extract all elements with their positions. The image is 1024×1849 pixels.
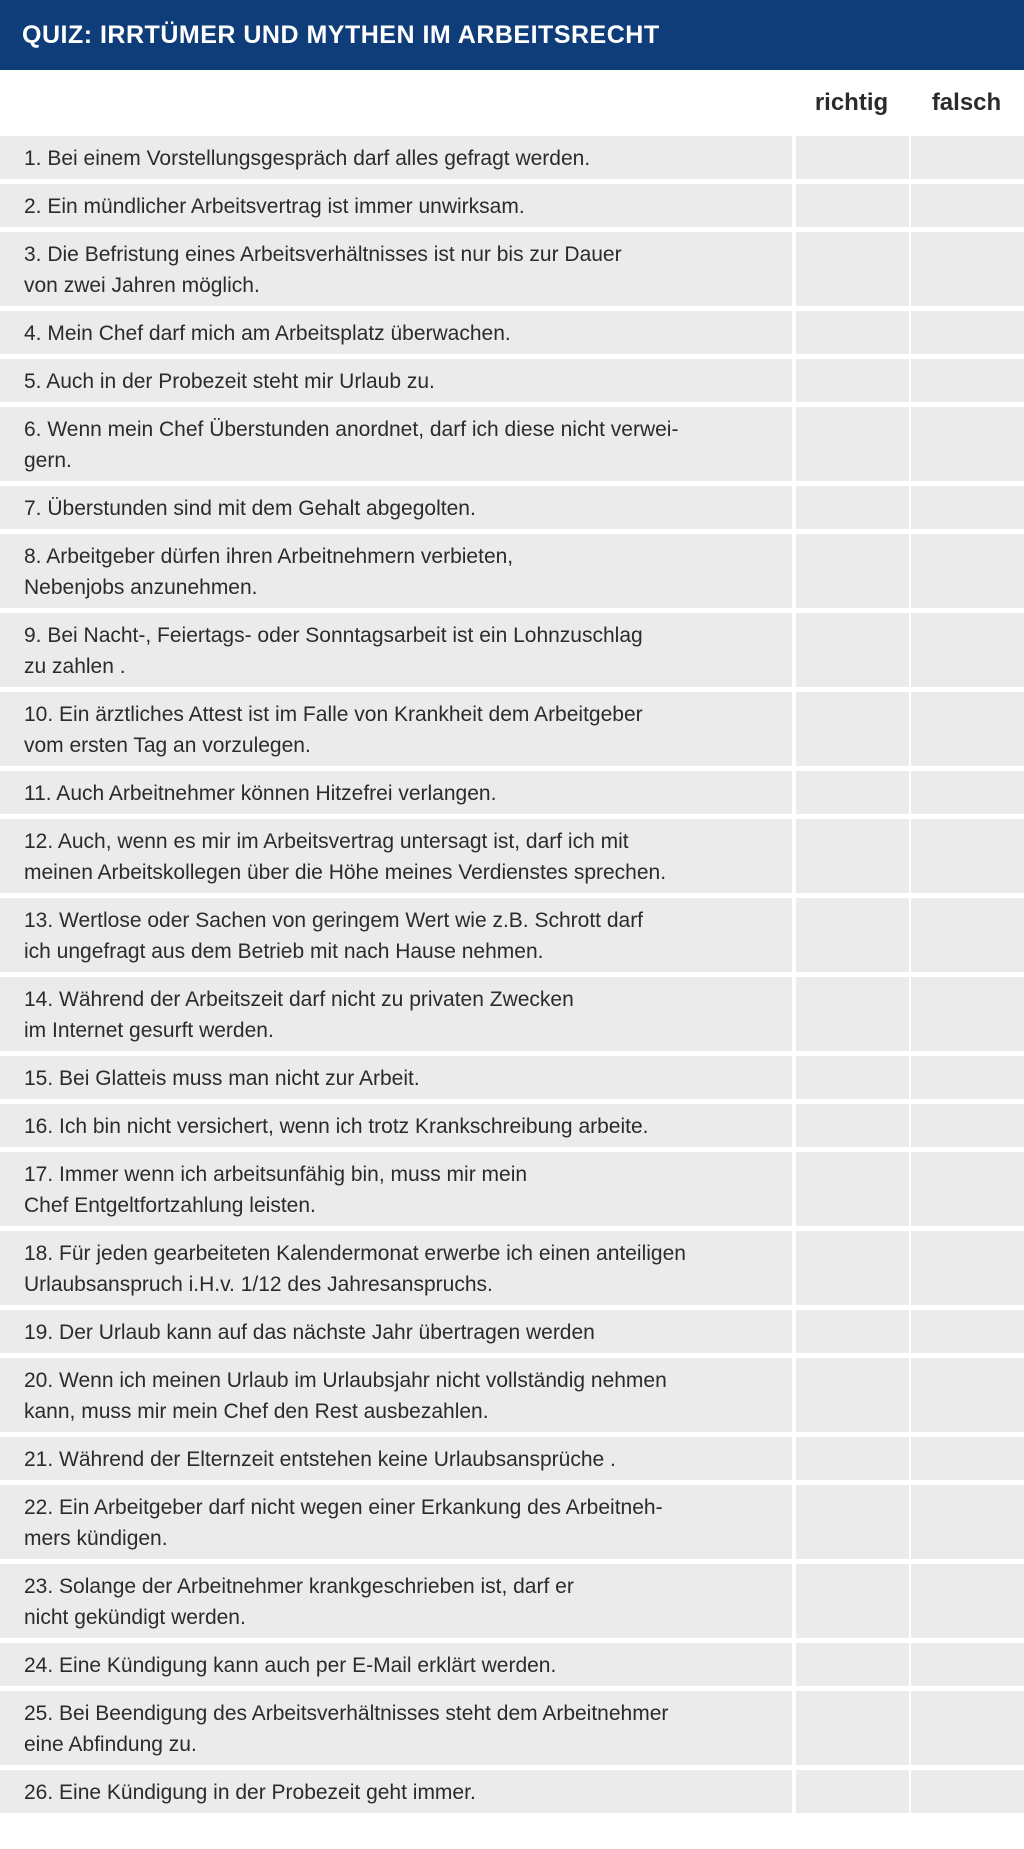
question-text: 24. Eine Kündigung kann auch per E-Mail erklärt werden.	[0, 1643, 794, 1686]
answer-cell-richtig[interactable]	[794, 311, 909, 354]
answer-cell-falsch[interactable]	[909, 311, 1024, 354]
answer-cell-falsch[interactable]	[909, 1310, 1024, 1353]
answer-cell-falsch[interactable]	[909, 613, 1024, 687]
question-text: 6. Wenn mein Chef Überstunden anordnet, darf ich diese nicht verwei- gern.	[0, 407, 794, 481]
answer-cell-richtig[interactable]	[794, 613, 909, 687]
answer-cell-falsch[interactable]	[909, 1056, 1024, 1099]
question-list	[0, 136, 1024, 1818]
page-title: QUIZ: IRRTÜMER UND MYTHEN IM ARBEITSRECHT	[22, 20, 660, 49]
answer-cell-falsch[interactable]	[909, 898, 1024, 972]
question-row	[0, 486, 1024, 529]
answer-cell-falsch[interactable]	[909, 692, 1024, 766]
question-text: 1. Bei einem Vorstellungsgespräch darf alles gefragt werden.	[0, 136, 794, 179]
answer-cell-richtig[interactable]	[794, 819, 909, 893]
answer-cell-falsch[interactable]	[909, 771, 1024, 814]
answer-cell-richtig[interactable]	[794, 1310, 909, 1353]
question-row	[0, 232, 1024, 306]
question-row	[0, 1152, 1024, 1226]
question-text: 20. Wenn ich meinen Urlaub im Urlaubsjahr nicht vollständig nehmen kann, muss mir mein Chef den Rest ausbezahlen.	[0, 1358, 794, 1432]
question-row	[0, 1056, 1024, 1099]
question-text: 10. Ein ärztliches Attest ist im Falle von Krankheit dem Arbeitgeber vom ersten Tag an vorzulegen.	[0, 692, 794, 766]
question-text: 4. Mein Chef darf mich am Arbeitsplatz überwachen.	[0, 311, 794, 354]
question-text: 7. Überstunden sind mit dem Gehalt abgegolten.	[0, 486, 794, 529]
question-row	[0, 359, 1024, 402]
answer-cell-richtig[interactable]	[794, 184, 909, 227]
answer-cell-richtig[interactable]	[794, 1437, 909, 1480]
answer-cell-richtig[interactable]	[794, 1564, 909, 1638]
answer-cell-falsch[interactable]	[909, 977, 1024, 1051]
answer-cell-falsch[interactable]	[909, 1231, 1024, 1305]
question-row	[0, 898, 1024, 972]
question-row	[0, 1358, 1024, 1432]
question-text: 21. Während der Elternzeit entstehen keine Urlaubsansprüche .	[0, 1437, 794, 1480]
question-text: 14. Während der Arbeitszeit darf nicht zu privaten Zwecken im Internet gesurft werden.	[0, 977, 794, 1051]
answer-cell-richtig[interactable]	[794, 232, 909, 306]
answer-cell-richtig[interactable]	[794, 977, 909, 1051]
question-text: 3. Die Befristung eines Arbeitsverhältnisses ist nur bis zur Dauer von zwei Jahren möglich.	[0, 232, 794, 306]
question-text: 12. Auch, wenn es mir im Arbeitsvertrag untersagt ist, darf ich mit meinen Arbeitskollegen über die Höhe meines Verdienstes sprechen.	[0, 819, 794, 893]
answer-cell-falsch[interactable]	[909, 232, 1024, 306]
answer-cell-richtig[interactable]	[794, 486, 909, 529]
question-row	[0, 1104, 1024, 1147]
question-text: 16. Ich bin nicht versichert, wenn ich trotz Krankschreibung arbeite.	[0, 1104, 794, 1147]
column-header-richtig: richtig	[814, 89, 889, 116]
answer-cell-richtig[interactable]	[794, 771, 909, 814]
answer-cell-richtig[interactable]	[794, 1231, 909, 1305]
answer-cell-richtig[interactable]	[794, 1152, 909, 1226]
answer-cell-falsch[interactable]	[909, 359, 1024, 402]
answer-cell-falsch[interactable]	[909, 1485, 1024, 1559]
question-text: 17. Immer wenn ich arbeitsunfähig bin, muss mir mein Chef Entgeltfortzahlung leisten.	[0, 1152, 794, 1226]
column-headers	[0, 70, 1024, 136]
question-row	[0, 136, 1024, 179]
question-row	[0, 1691, 1024, 1765]
question-row	[0, 1643, 1024, 1686]
question-row	[0, 692, 1024, 766]
answer-cell-falsch[interactable]	[909, 1691, 1024, 1765]
question-text: 5. Auch in der Probezeit steht mir Urlaub zu.	[0, 359, 794, 402]
question-text: 13. Wertlose oder Sachen von geringem Wert wie z.B. Schrott darf ich ungefragt aus dem Betrieb mit nach Hause nehmen.	[0, 898, 794, 972]
question-row	[0, 977, 1024, 1051]
question-row	[0, 819, 1024, 893]
question-row	[0, 1564, 1024, 1638]
question-text: 19. Der Urlaub kann auf das nächste Jahr übertragen werden	[0, 1310, 794, 1353]
question-row	[0, 534, 1024, 608]
answer-cell-richtig[interactable]	[794, 407, 909, 481]
question-row	[0, 1231, 1024, 1305]
question-text: 22. Ein Arbeitgeber darf nicht wegen einer Erkankung des Arbeitneh- mers kündigen.	[0, 1485, 794, 1559]
answer-cell-falsch[interactable]	[909, 407, 1024, 481]
answer-cell-falsch[interactable]	[909, 819, 1024, 893]
question-row	[0, 1310, 1024, 1353]
question-text: 26. Eine Kündigung in der Probezeit geht immer.	[0, 1770, 794, 1813]
answer-cell-richtig[interactable]	[794, 1104, 909, 1147]
quiz-header	[0, 0, 1024, 70]
answer-cell-richtig[interactable]	[794, 1056, 909, 1099]
answer-cell-falsch[interactable]	[909, 1437, 1024, 1480]
question-text: 25. Bei Beendigung des Arbeitsverhältnisses steht dem Arbeitnehmer eine Abfindung zu.	[0, 1691, 794, 1765]
answer-cell-falsch[interactable]	[909, 1770, 1024, 1813]
answer-cell-falsch[interactable]	[909, 1564, 1024, 1638]
question-text: 15. Bei Glatteis muss man nicht zur Arbeit.	[0, 1056, 794, 1099]
question-text: 18. Für jeden gearbeiteten Kalendermonat erwerbe ich einen anteiligen Urlaubsanspruch i.H.v. 1/12 des Jahresanspruchs.	[0, 1231, 794, 1305]
question-row	[0, 184, 1024, 227]
question-text: 8. Arbeitgeber dürfen ihren Arbeitnehmern verbieten, Nebenjobs anzunehmen.	[0, 534, 794, 608]
column-header-falsch: falsch	[931, 89, 1002, 116]
answer-cell-richtig[interactable]	[794, 534, 909, 608]
question-text: 11. Auch Arbeitnehmer können Hitzefrei verlangen.	[0, 771, 794, 814]
question-row	[0, 1437, 1024, 1480]
answer-cell-falsch[interactable]	[909, 1152, 1024, 1226]
answer-cell-richtig[interactable]	[794, 898, 909, 972]
answer-cell-richtig[interactable]	[794, 359, 909, 402]
question-row	[0, 407, 1024, 481]
answer-cell-falsch[interactable]	[909, 184, 1024, 227]
answer-cell-falsch[interactable]	[909, 1643, 1024, 1686]
answer-cell-richtig[interactable]	[794, 1770, 909, 1813]
answer-cell-richtig[interactable]	[794, 692, 909, 766]
question-row	[0, 613, 1024, 687]
answer-cell-falsch[interactable]	[909, 486, 1024, 529]
question-text: 2. Ein mündlicher Arbeitsvertrag ist immer unwirksam.	[0, 184, 794, 227]
answer-cell-falsch[interactable]	[909, 136, 1024, 179]
answer-cell-richtig[interactable]	[794, 136, 909, 179]
answer-cell-richtig[interactable]	[794, 1643, 909, 1686]
answer-cell-richtig[interactable]	[794, 1691, 909, 1765]
answer-cell-falsch[interactable]	[909, 534, 1024, 608]
answer-cell-richtig[interactable]	[794, 1485, 909, 1559]
question-text: 9. Bei Nacht-, Feiertags- oder Sonntagsarbeit ist ein Lohnzuschlag zu zahlen .	[0, 613, 794, 687]
question-row	[0, 1485, 1024, 1559]
question-row	[0, 771, 1024, 814]
question-row	[0, 311, 1024, 354]
answer-cell-falsch[interactable]	[909, 1104, 1024, 1147]
question-text: 23. Solange der Arbeitnehmer krankgeschrieben ist, darf er nicht gekündigt werden.	[0, 1564, 794, 1638]
question-row	[0, 1770, 1024, 1813]
answer-cell-richtig[interactable]	[794, 1358, 909, 1432]
answer-cell-falsch[interactable]	[909, 1358, 1024, 1432]
